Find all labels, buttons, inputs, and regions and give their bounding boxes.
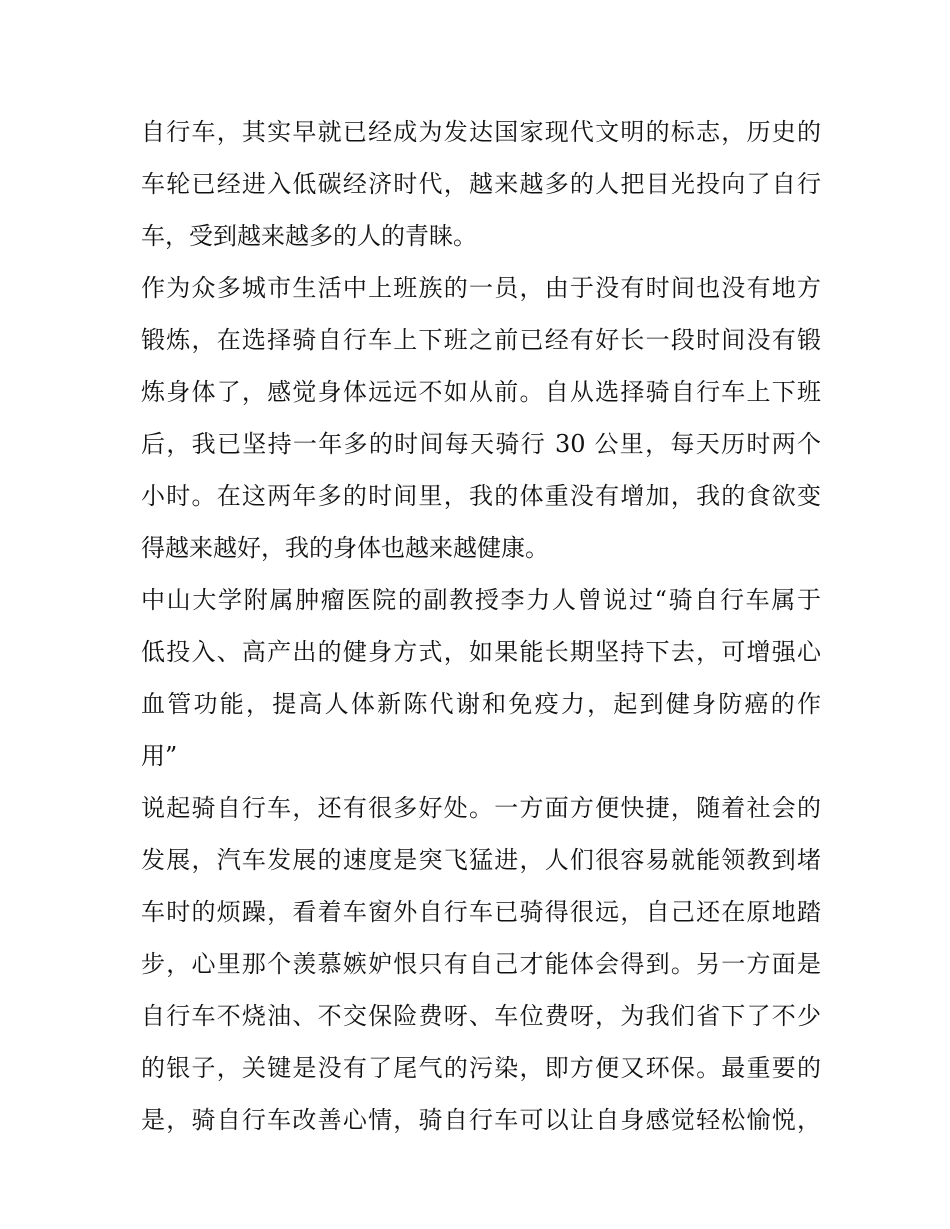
text-line: 作为众多城市生活中上班族的一员，由于没有时间也没有地方 <box>141 274 821 302</box>
text-line: 自行车，其实早就已经成为发达国家现代文明的标志，历史的 <box>141 118 821 146</box>
text-line: 说起骑自行车，还有很多好处。一方面方便快捷，随着社会的 <box>141 794 821 822</box>
text-line: 中山大学附属肿瘤医院的副教授李力人曾说过“骑自行车属于 <box>141 586 821 614</box>
text-line: 用” <box>141 742 178 770</box>
text-line: 车轮已经进入低碳经济时代，越来越多的人把目光投向了自行 <box>141 170 821 198</box>
text-line: 低投入、高产出的健身方式，如果能长期坚持下去，可增强心 <box>141 638 821 666</box>
text-line: 炼身体了，感觉身体远远不如从前。自从选择骑自行车上下班 <box>141 378 821 406</box>
text-line: 车时的烦躁，看着车窗外自行车已骑得很远，自己还在原地踏 <box>141 898 821 926</box>
text-line: 步，心里那个羡慕嫉妒恨只有自己才能体会得到。另一方面是 <box>141 950 821 978</box>
text-line: 的银子，关键是没有了尾气的污染，即方便又环保。最重要的 <box>141 1054 821 1082</box>
paragraph-4 <box>141 782 821 1146</box>
text-line: 后，我已坚持一年多的时间每天骑行 30 公里，每天历时两个 <box>141 430 821 458</box>
paragraph-1 <box>141 106 821 262</box>
text-line: 得越来越好，我的身体也越来越健康。 <box>141 534 549 562</box>
text-line: 小时。在这两年多的时间里，我的体重没有增加，我的食欲变 <box>141 482 821 510</box>
text-line: 发展，汽车发展的速度是突飞猛进，人们很容易就能领教到堵 <box>141 846 821 874</box>
text-line: 是，骑自行车改善心情，骑自行车可以让自身感觉轻松愉悦， <box>141 1106 821 1134</box>
paragraph-3 <box>141 574 821 782</box>
text-line: 锻炼，在选择骑自行车上下班之前已经有好长一段时间没有锻 <box>141 326 821 354</box>
text-line: 车，受到越来越多的人的青睐。 <box>141 222 477 250</box>
text-line: 自行车不烧油、不交保险费呀、车位费呀，为我们省下了不少 <box>141 1002 821 1030</box>
document-body <box>141 106 821 1146</box>
text-line: 血管功能，提高人体新陈代谢和免疫力，起到健身防癌的作 <box>141 690 821 718</box>
paragraph-2 <box>141 262 821 574</box>
